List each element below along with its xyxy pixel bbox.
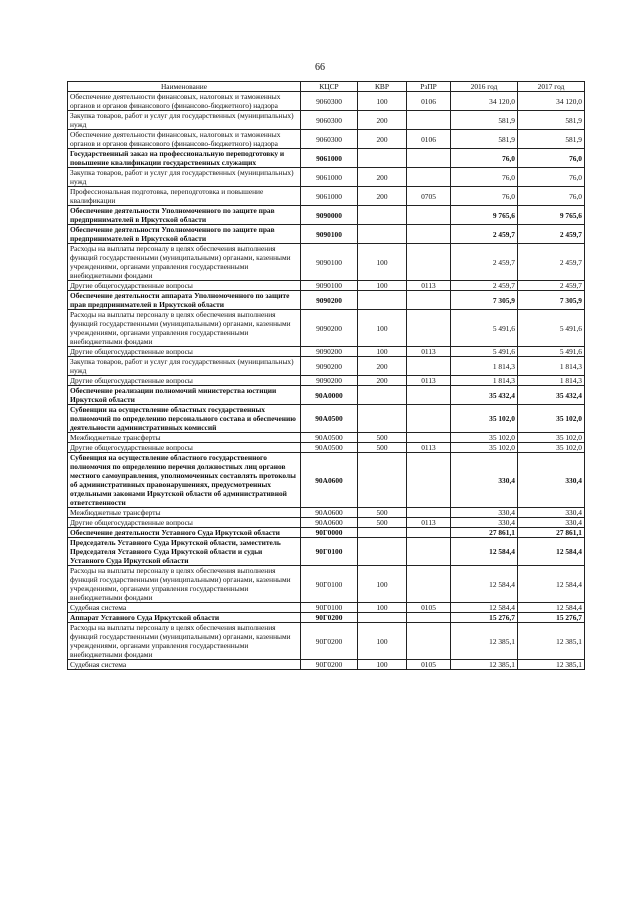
cell-kvr: 100 <box>358 347 407 357</box>
cell-2016: 1 814,3 <box>451 357 518 376</box>
cell-kcsr: 9090200 <box>301 310 358 347</box>
header-2016: 2016 год <box>451 82 518 92</box>
cell-rzpr <box>407 225 451 244</box>
cell-kcsr: 90А0600 <box>301 453 358 508</box>
cell-kcsr: 90А0500 <box>301 433 358 443</box>
cell-2017: 581,9 <box>518 130 585 149</box>
table-row <box>68 518 585 528</box>
cell-2016: 35 102,0 <box>451 405 518 433</box>
cell-2017: 2 459,7 <box>518 244 585 281</box>
cell-kvr: 100 <box>358 566 407 603</box>
cell-name: Другие общегосударственные вопросы <box>68 376 301 386</box>
cell-rzpr <box>407 206 451 225</box>
cell-rzpr: 0113 <box>407 376 451 386</box>
cell-name: Судебная система <box>68 603 301 613</box>
cell-2016: 35 102,0 <box>451 433 518 443</box>
table-row <box>68 291 585 310</box>
cell-rzpr <box>407 357 451 376</box>
table-row <box>68 433 585 443</box>
cell-name: Обеспечение деятельности финансовых, налоговых и таможенных органов и органов финансового (финансово-бюджетного) надзора <box>68 130 301 149</box>
table-row <box>68 149 585 168</box>
cell-kvr <box>358 206 407 225</box>
cell-2017: 330,4 <box>518 508 585 518</box>
table-row <box>68 92 585 111</box>
cell-kvr <box>358 291 407 310</box>
cell-kcsr: 90Г0100 <box>301 566 358 603</box>
cell-kcsr: 9060300 <box>301 111 358 130</box>
cell-rzpr <box>407 111 451 130</box>
cell-2016: 330,4 <box>451 453 518 508</box>
table-row <box>68 623 585 660</box>
table-row <box>68 225 585 244</box>
cell-2017: 7 305,9 <box>518 291 585 310</box>
cell-kvr: 200 <box>358 357 407 376</box>
cell-kvr: 500 <box>358 508 407 518</box>
cell-2017: 9 765,6 <box>518 206 585 225</box>
cell-name: Межбюджетные трансферты <box>68 508 301 518</box>
cell-2017: 12 584,4 <box>518 603 585 613</box>
cell-kcsr: 9090200 <box>301 357 358 376</box>
cell-kvr: 200 <box>358 168 407 187</box>
cell-name: Закупка товаров, работ и услуг для государственных (муниципальных) нужд <box>68 111 301 130</box>
cell-2017: 5 491,6 <box>518 347 585 357</box>
cell-name: Судебная система <box>68 660 301 670</box>
table-row <box>68 538 585 566</box>
table-row <box>68 405 585 433</box>
cell-kvr: 500 <box>358 443 407 453</box>
cell-name: Обеспечение деятельности Уполномоченного по защите прав предпринимателей в Иркутской области <box>68 206 301 225</box>
cell-name: Закупка товаров, работ и услуг для государственных (муниципальных) нужд <box>68 168 301 187</box>
cell-kvr: 100 <box>358 244 407 281</box>
cell-kcsr: 90Г0100 <box>301 603 358 613</box>
cell-name: Обеспечение деятельности аппарата Уполномоченного по защите прав предпринимателей в Иркутской области <box>68 291 301 310</box>
cell-kvr: 100 <box>358 281 407 291</box>
cell-name: Закупка товаров, работ и услуг для государственных (муниципальных) нужд <box>68 357 301 376</box>
cell-kvr <box>358 386 407 405</box>
cell-kvr: 100 <box>358 603 407 613</box>
header-kvr: КВР <box>358 82 407 92</box>
cell-rzpr <box>407 291 451 310</box>
cell-rzpr: 0113 <box>407 443 451 453</box>
cell-name: Обеспечение деятельности Уполномоченного по защите прав предпринимателей в Иркутской области <box>68 225 301 244</box>
header-rzpr: РзПР <box>407 82 451 92</box>
cell-kvr <box>358 538 407 566</box>
cell-2016: 2 459,7 <box>451 281 518 291</box>
cell-kvr: 200 <box>358 187 407 206</box>
cell-name: Другие общегосударственные вопросы <box>68 347 301 357</box>
cell-rzpr <box>407 149 451 168</box>
table-row <box>68 357 585 376</box>
table-row <box>68 508 585 518</box>
cell-2017: 35 102,0 <box>518 405 585 433</box>
cell-name: Расходы на выплаты персоналу в целях обеспечения выполнения функций государственными (муниципальными) органами, казенными учреждениями, органами управления государственными внебюджетными фондами <box>68 623 301 660</box>
cell-kcsr: 90А0600 <box>301 508 358 518</box>
cell-name: Расходы на выплаты персоналу в целях обеспечения выполнения функций государственными (муниципальными) органами, казенными учреждениями, органами управления государственными внебюджетными фондами <box>68 244 301 281</box>
cell-2017: 27 861,1 <box>518 528 585 538</box>
cell-kvr <box>358 405 407 433</box>
cell-kcsr: 90А0600 <box>301 518 358 528</box>
cell-2016: 12 584,4 <box>451 566 518 603</box>
cell-2016: 35 432,4 <box>451 386 518 405</box>
table-row <box>68 187 585 206</box>
table-row <box>68 443 585 453</box>
cell-kcsr: 9090100 <box>301 225 358 244</box>
cell-rzpr <box>407 613 451 623</box>
cell-2017: 12 385,1 <box>518 660 585 670</box>
table-row <box>68 376 585 386</box>
cell-rzpr: 0113 <box>407 347 451 357</box>
cell-kcsr: 90А0500 <box>301 405 358 433</box>
table-row <box>68 453 585 508</box>
table-row <box>68 244 585 281</box>
cell-kvr: 100 <box>358 660 407 670</box>
cell-kvr <box>358 528 407 538</box>
cell-2016: 76,0 <box>451 149 518 168</box>
table-row <box>68 528 585 538</box>
cell-kcsr: 90Г0100 <box>301 538 358 566</box>
cell-name: Аппарат Уставного Суда Иркутской области <box>68 613 301 623</box>
cell-rzpr <box>407 310 451 347</box>
cell-2016: 12 385,1 <box>451 623 518 660</box>
table-row <box>68 386 585 405</box>
cell-2017: 12 385,1 <box>518 623 585 660</box>
cell-kvr: 100 <box>358 310 407 347</box>
cell-rzpr <box>407 433 451 443</box>
cell-2017: 330,4 <box>518 518 585 528</box>
cell-2017: 34 120,0 <box>518 92 585 111</box>
cell-kvr: 500 <box>358 433 407 443</box>
cell-kcsr: 90А0000 <box>301 386 358 405</box>
cell-kvr <box>358 149 407 168</box>
cell-name: Государственный заказ на профессиональную переподготовку и повышение квалификации государственных служащих <box>68 149 301 168</box>
cell-2016: 9 765,6 <box>451 206 518 225</box>
cell-kvr <box>358 453 407 508</box>
cell-kvr: 200 <box>358 130 407 149</box>
cell-kcsr: 9090000 <box>301 206 358 225</box>
cell-kvr: 100 <box>358 623 407 660</box>
cell-2017: 35 102,0 <box>518 443 585 453</box>
cell-name: Расходы на выплаты персоналу в целях обеспечения выполнения функций государственными (муниципальными) органами, казенными учреждениями, органами управления государственными внебюджетными фондами <box>68 566 301 603</box>
cell-2017: 76,0 <box>518 149 585 168</box>
cell-rzpr: 0113 <box>407 281 451 291</box>
cell-kcsr: 9090200 <box>301 376 358 386</box>
cell-rzpr: 0705 <box>407 187 451 206</box>
table-row <box>68 281 585 291</box>
cell-rzpr <box>407 168 451 187</box>
cell-rzpr <box>407 386 451 405</box>
cell-rzpr <box>407 508 451 518</box>
cell-2016: 27 861,1 <box>451 528 518 538</box>
cell-kcsr: 9061000 <box>301 187 358 206</box>
table-row <box>68 111 585 130</box>
table-row <box>68 660 585 670</box>
table-row <box>68 310 585 347</box>
header-2017: 2017 год <box>518 82 585 92</box>
cell-kcsr: 9060300 <box>301 92 358 111</box>
table-row <box>68 603 585 613</box>
cell-name: Другие общегосударственные вопросы <box>68 443 301 453</box>
cell-rzpr: 0105 <box>407 603 451 613</box>
cell-2017: 12 584,4 <box>518 566 585 603</box>
cell-kcsr: 90Г0000 <box>301 528 358 538</box>
cell-name: Обеспечение деятельности финансовых, налоговых и таможенных органов и органов финансового (финансово-бюджетного) надзора <box>68 92 301 111</box>
cell-2017: 15 276,7 <box>518 613 585 623</box>
cell-2016: 1 814,3 <box>451 376 518 386</box>
cell-rzpr: 0106 <box>407 92 451 111</box>
cell-2017: 1 814,3 <box>518 376 585 386</box>
cell-2017: 1 814,3 <box>518 357 585 376</box>
cell-kvr <box>358 225 407 244</box>
cell-kcsr: 9060300 <box>301 130 358 149</box>
cell-2017: 35 432,4 <box>518 386 585 405</box>
cell-2016: 2 459,7 <box>451 244 518 281</box>
cell-kcsr: 9090100 <box>301 281 358 291</box>
cell-name: Субвенции на осуществление областных государственных полномочий по определению персонального состава и обеспечению деятельности административных комиссий <box>68 405 301 433</box>
cell-kcsr: 9061000 <box>301 149 358 168</box>
cell-2016: 76,0 <box>451 168 518 187</box>
cell-kcsr: 90Г0200 <box>301 613 358 623</box>
cell-2017: 35 102,0 <box>518 433 585 443</box>
cell-kcsr: 9061000 <box>301 168 358 187</box>
cell-kvr: 100 <box>358 92 407 111</box>
cell-kvr: 200 <box>358 111 407 130</box>
cell-kcsr: 9090200 <box>301 347 358 357</box>
cell-kcsr: 90Г0200 <box>301 660 358 670</box>
cell-name: Расходы на выплаты персоналу в целях обеспечения выполнения функций государственными (муниципальными) органами, казенными учреждениями, органами управления государственными внебюджетными фондами <box>68 310 301 347</box>
cell-2016: 12 385,1 <box>451 660 518 670</box>
cell-rzpr <box>407 538 451 566</box>
cell-rzpr <box>407 453 451 508</box>
cell-name: Председатель Уставного Суда Иркутской области, заместитель Председателя Уставного Суда Иркутской области и судьи Уставного Суда Иркутской области <box>68 538 301 566</box>
cell-2016: 581,9 <box>451 111 518 130</box>
cell-rzpr: 0106 <box>407 130 451 149</box>
cell-2017: 76,0 <box>518 187 585 206</box>
cell-name: Другие общегосударственные вопросы <box>68 518 301 528</box>
cell-2016: 5 491,6 <box>451 310 518 347</box>
table-row <box>68 206 585 225</box>
cell-2017: 330,4 <box>518 453 585 508</box>
table-row <box>68 130 585 149</box>
cell-2016: 330,4 <box>451 508 518 518</box>
cell-kcsr: 9090100 <box>301 244 358 281</box>
cell-name: Другие общегосударственные вопросы <box>68 281 301 291</box>
page-number: 66 <box>315 62 325 73</box>
cell-2017: 2 459,7 <box>518 281 585 291</box>
cell-kcsr: 90Г0200 <box>301 623 358 660</box>
cell-2016: 34 120,0 <box>451 92 518 111</box>
cell-rzpr: 0105 <box>407 660 451 670</box>
cell-2016: 12 584,4 <box>451 538 518 566</box>
cell-kvr: 200 <box>358 376 407 386</box>
cell-2017: 76,0 <box>518 168 585 187</box>
cell-rzpr <box>407 623 451 660</box>
header-name: Наименование <box>68 82 301 92</box>
cell-2016: 330,4 <box>451 518 518 528</box>
cell-name: Межбюджетные трансферты <box>68 433 301 443</box>
table-row <box>68 347 585 357</box>
cell-2017: 581,9 <box>518 111 585 130</box>
cell-name: Обеспечение реализации полномочий министерства юстиции Иркутской области <box>68 386 301 405</box>
cell-name: Обеспечение деятельности Уставного Суда Иркутской области <box>68 528 301 538</box>
cell-kvr: 500 <box>358 518 407 528</box>
cell-2017: 5 491,6 <box>518 310 585 347</box>
cell-2016: 35 102,0 <box>451 443 518 453</box>
cell-rzpr <box>407 405 451 433</box>
cell-name: Профессиональная подготовка, переподготовка и повышение квалификации <box>68 187 301 206</box>
cell-rzpr <box>407 244 451 281</box>
cell-2016: 76,0 <box>451 187 518 206</box>
cell-2016: 12 584,4 <box>451 603 518 613</box>
cell-kcsr: 9090200 <box>301 291 358 310</box>
cell-rzpr <box>407 528 451 538</box>
table-row <box>68 168 585 187</box>
header-kcsr: КЦСР <box>301 82 358 92</box>
budget-table <box>67 81 585 670</box>
cell-2016: 581,9 <box>451 130 518 149</box>
table-header-row <box>68 82 585 92</box>
cell-2017: 12 584,4 <box>518 538 585 566</box>
cell-kvr <box>358 613 407 623</box>
cell-kcsr: 90А0500 <box>301 443 358 453</box>
table-row <box>68 613 585 623</box>
cell-2016: 5 491,6 <box>451 347 518 357</box>
cell-2016: 2 459,7 <box>451 225 518 244</box>
table-row <box>68 566 585 603</box>
cell-2017: 2 459,7 <box>518 225 585 244</box>
cell-2016: 15 276,7 <box>451 613 518 623</box>
cell-2016: 7 305,9 <box>451 291 518 310</box>
cell-rzpr <box>407 566 451 603</box>
table-body <box>68 92 585 670</box>
cell-rzpr: 0113 <box>407 518 451 528</box>
cell-name: Субвенция на осуществление областного государственного полномочия по определению перечня должностных лиц органов местного самоуправления, уполномоченных составлять протоколы об административных правонарушениях, предусмотренных отдельными законами Иркутской области об административной ответственности <box>68 453 301 508</box>
